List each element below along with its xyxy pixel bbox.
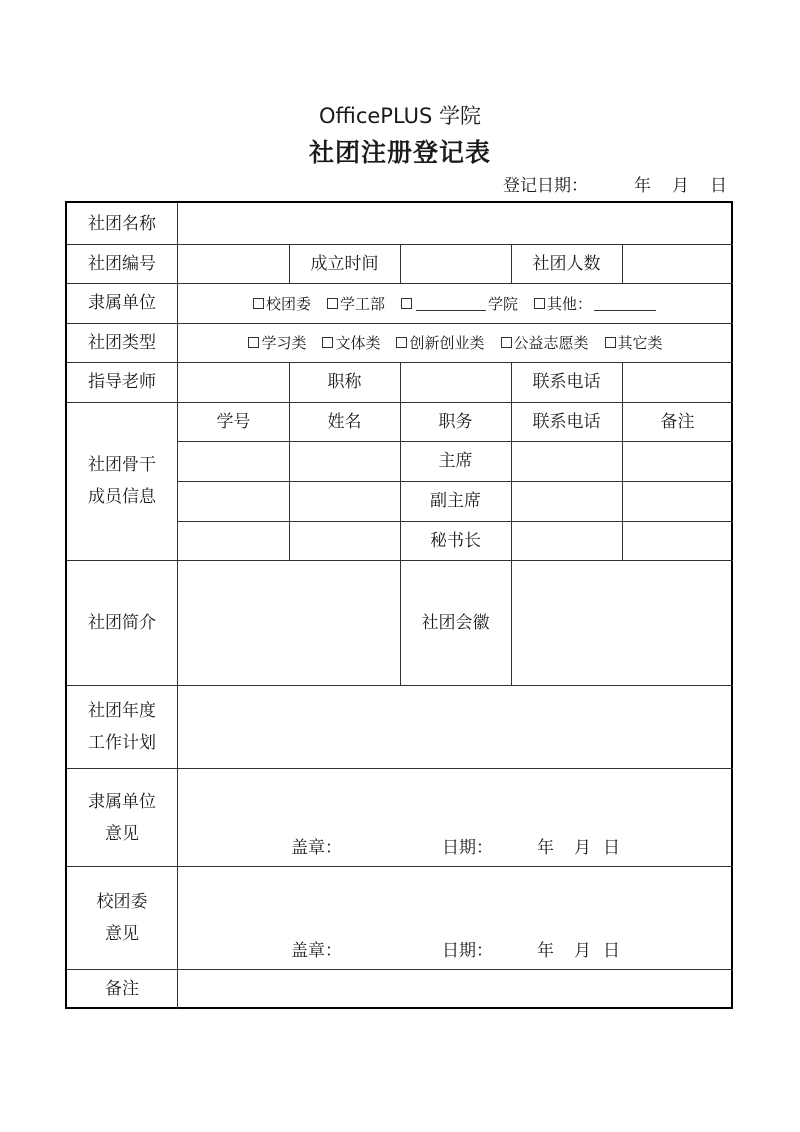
member-count-label: 社团人数 [532, 253, 601, 274]
advisor-title-field[interactable] [400, 362, 511, 402]
affiliation-month: 月 [574, 838, 591, 858]
advisor-field[interactable] [178, 362, 289, 402]
affiliation-option-league[interactable]: 校团委 [253, 293, 311, 314]
checkbox-icon[interactable] [327, 298, 338, 309]
league-month: 月 [574, 941, 591, 961]
registration-date-label: 登记日期： [503, 176, 588, 196]
founding-time-field[interactable] [400, 244, 511, 283]
affiliation-year: 年 [537, 838, 554, 858]
type-option[interactable]: 文体类 [322, 332, 380, 353]
league-day: 日 [603, 941, 620, 961]
member-position-secretary: 秘书长 [430, 530, 481, 551]
member-column-header: 姓名 [327, 411, 362, 432]
member-count-field[interactable] [622, 244, 733, 283]
affiliation-day: 日 [603, 838, 620, 858]
checkbox-icon[interactable] [248, 337, 259, 348]
form-title: 社团注册登记表 [308, 138, 491, 167]
league-opinion-label: 校团委 意见 [96, 892, 148, 944]
checkbox-icon[interactable] [322, 337, 333, 348]
league-seal-label: 盖章： [291, 941, 342, 961]
advisor-phone-label: 联系电话 [532, 372, 601, 392]
club-type-label: 社团类型 [88, 332, 156, 353]
club-name-field[interactable] [178, 203, 733, 244]
core-members-label: 社团骨干 成员信息 [88, 455, 156, 507]
remarks-field[interactable] [178, 969, 733, 1009]
club-number-label: 社团编号 [88, 253, 156, 274]
org-name: OfficePLUS 学院 [319, 104, 481, 128]
type-option[interactable]: 公益志愿类 [501, 332, 589, 353]
other-blank[interactable] [594, 296, 656, 311]
type-option[interactable]: 学习类 [248, 332, 306, 353]
emblem-label: 社团会徽 [421, 612, 490, 633]
member-column-header: 职务 [438, 411, 473, 432]
annual-plan-label: 社团年度 工作计划 [88, 700, 156, 753]
affiliation-date-label: 日期： [442, 838, 493, 858]
club-number-field[interactable] [178, 244, 289, 283]
affiliation-label: 隶属单位 [88, 293, 156, 313]
intro-field[interactable] [178, 560, 400, 685]
affiliation-option-college[interactable]: 学院 [401, 293, 518, 314]
annual-plan-field[interactable] [178, 685, 733, 768]
checkbox-icon[interactable] [401, 298, 412, 309]
checkbox-icon[interactable] [501, 337, 512, 348]
member-column-header: 联系电话 [532, 411, 601, 432]
league-date-label: 日期： [442, 941, 493, 961]
registration-form [65, 201, 733, 1009]
member-column-header: 备注 [660, 411, 695, 432]
emblem-field[interactable] [511, 560, 733, 685]
advisor-phone-field[interactable] [622, 362, 733, 402]
club-name-label: 社团名称 [88, 213, 156, 234]
checkbox-icon[interactable] [534, 298, 545, 309]
checkbox-icon[interactable] [253, 298, 264, 309]
remarks-label: 备注 [105, 979, 139, 999]
advisor-label: 指导老师 [88, 372, 156, 392]
registration-day: 日 [710, 176, 727, 196]
affiliation-option-student-dept[interactable]: 学工部 [327, 293, 385, 314]
checkbox-icon[interactable] [396, 337, 407, 348]
club-type-options [178, 323, 733, 362]
intro-label: 社团简介 [88, 612, 156, 633]
affiliation-opinion-label: 隶属单位 意见 [88, 792, 156, 844]
member-position-vice-chair: 副主席 [430, 491, 481, 511]
founding-time-label: 成立时间 [310, 253, 379, 274]
advisor-title-label: 职称 [327, 372, 362, 392]
checkbox-icon[interactable] [605, 337, 616, 348]
registration-year: 年 [634, 176, 651, 196]
type-option[interactable]: 其它类 [605, 332, 663, 353]
affiliation-seal-label: 盖章： [291, 838, 342, 858]
member-column-header: 学号 [216, 411, 251, 432]
affiliation-options [178, 283, 733, 323]
type-option[interactable]: 创新创业类 [396, 332, 484, 353]
member-position-chair: 主席 [438, 451, 473, 471]
college-blank[interactable] [416, 296, 486, 311]
registration-month: 月 [672, 176, 689, 196]
affiliation-option-other[interactable]: 其他： [534, 293, 658, 314]
league-year: 年 [537, 941, 554, 961]
